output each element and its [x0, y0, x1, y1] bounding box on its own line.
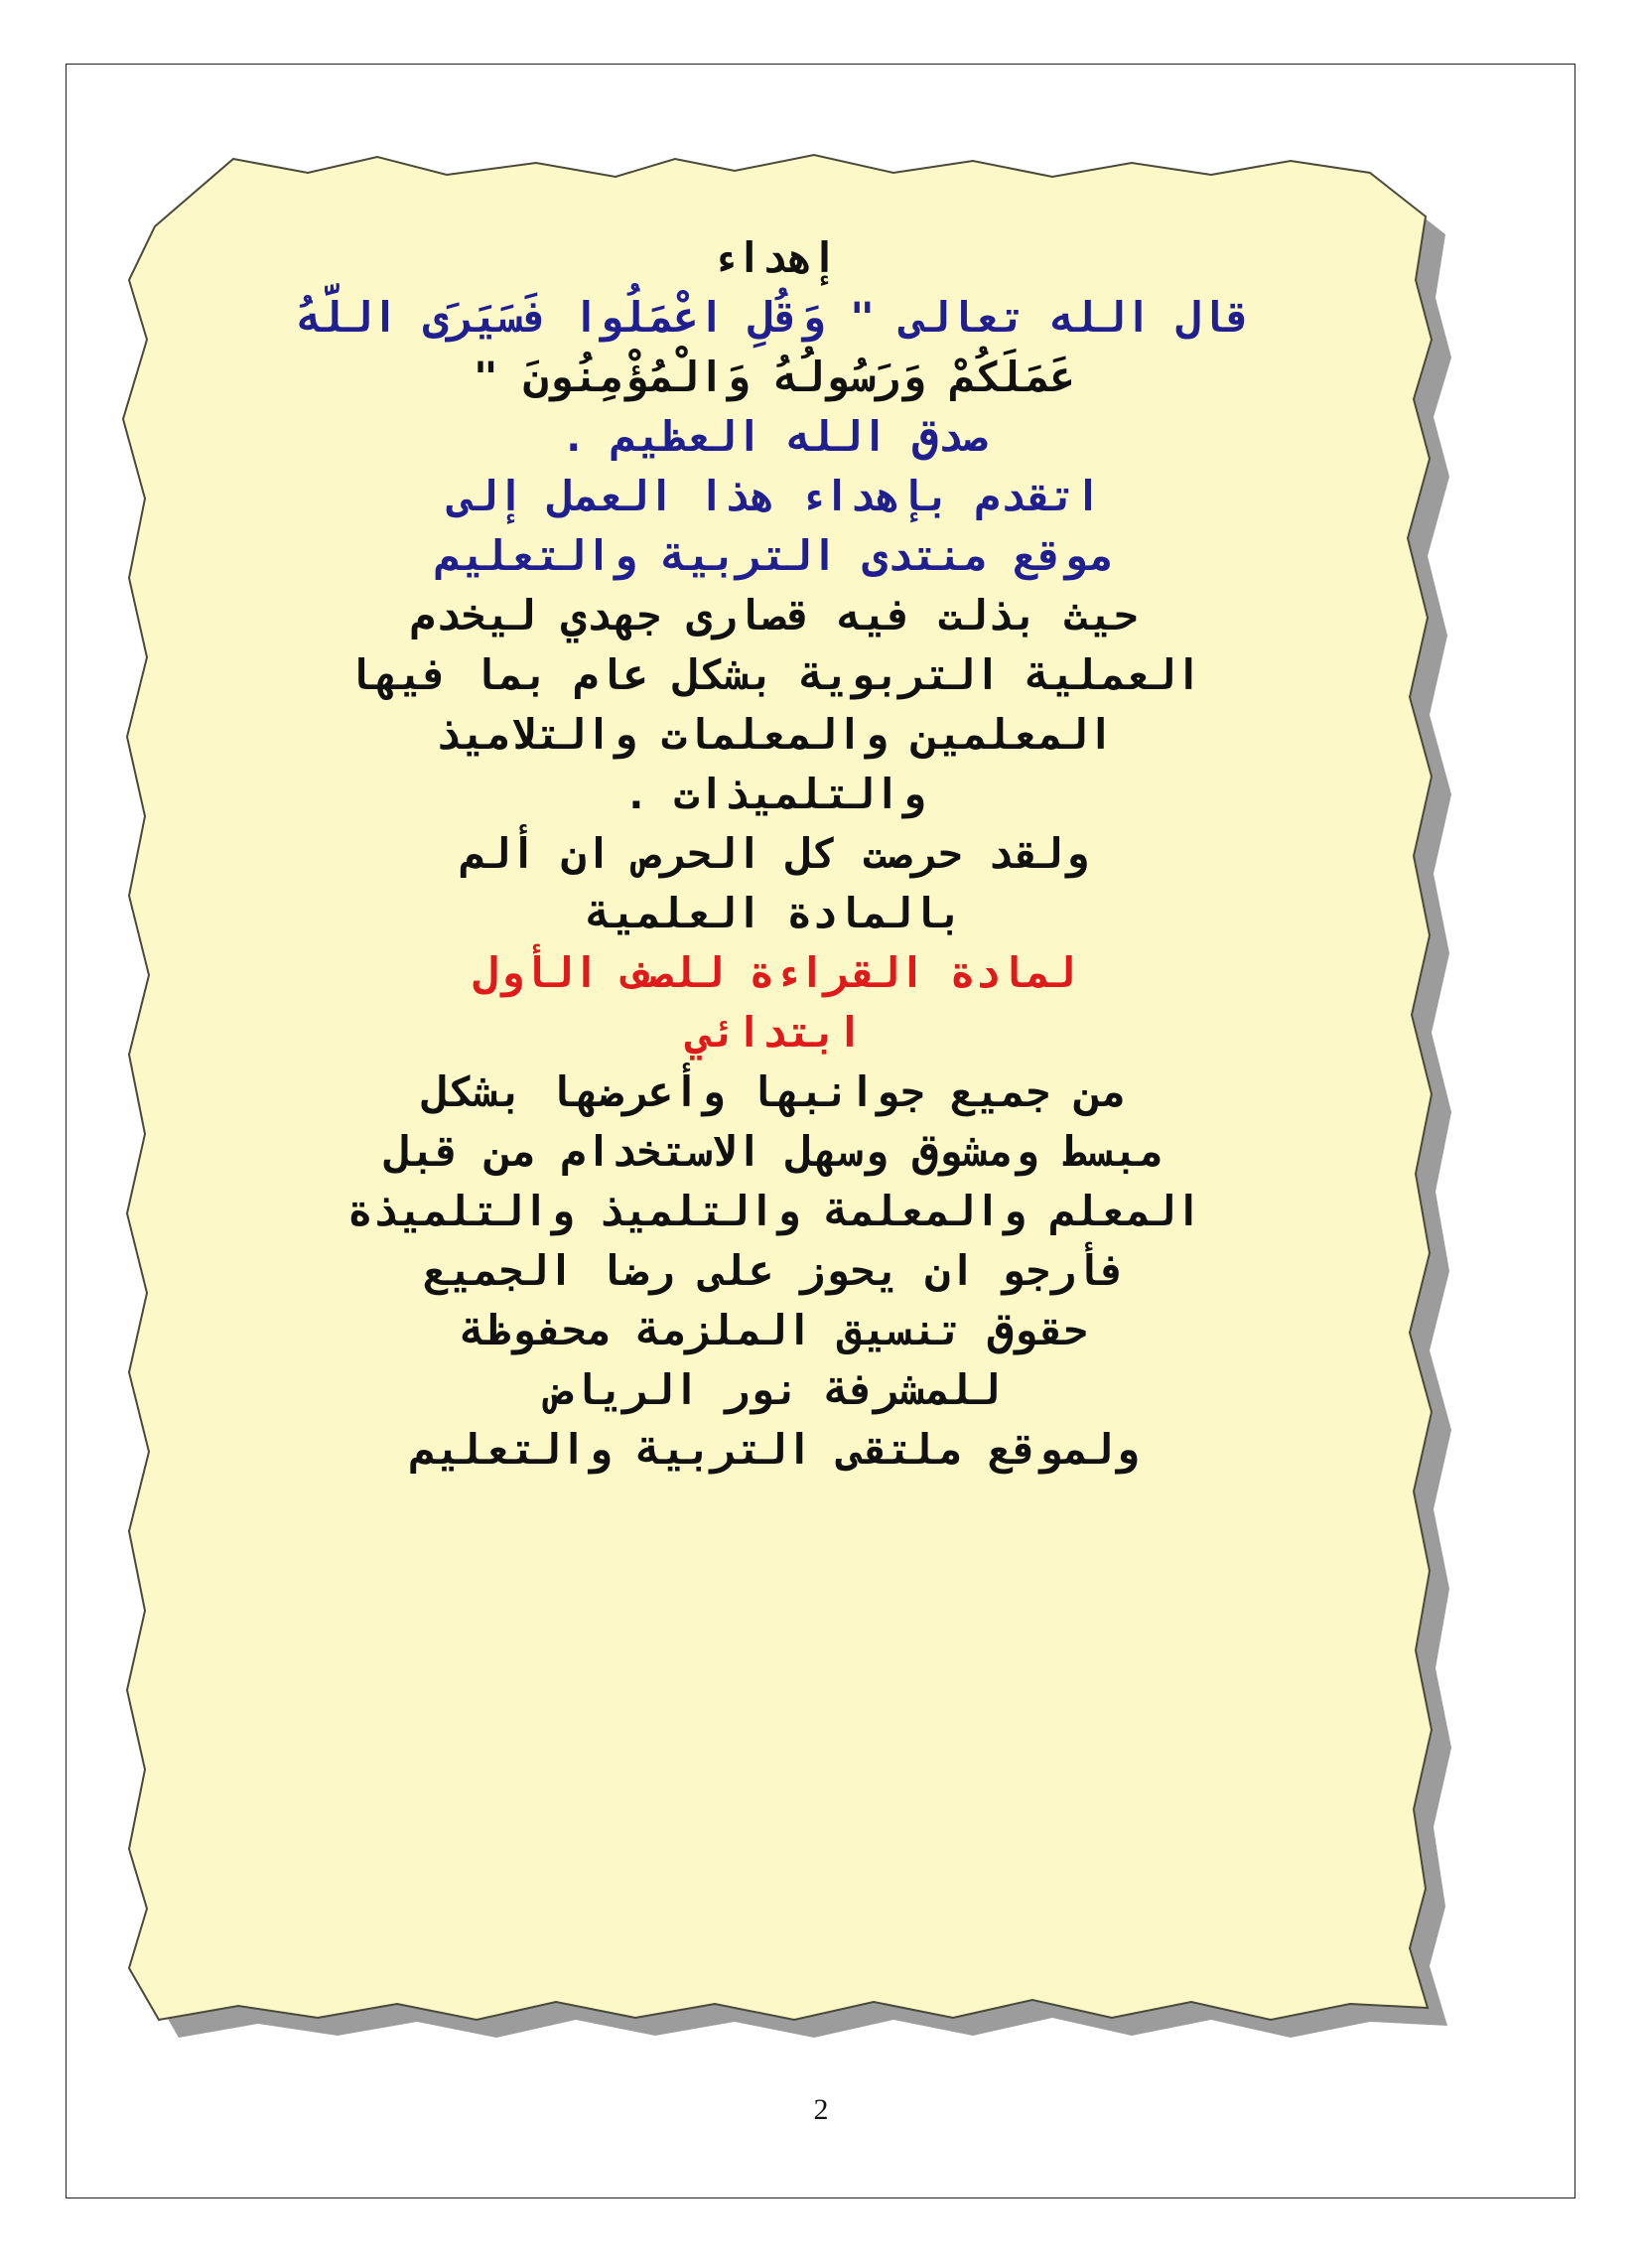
quran-verse-line-2: عَمَلَكُمْ وَرَسُولُهُ وَالْمُؤْمِنُونَ "	[473, 353, 1076, 401]
body-line-9: المعلم والمعلمة والتلميذ والتلميذة	[347, 1187, 1201, 1235]
dedication-title: إهداء	[711, 233, 838, 282]
rights-line-1: حقوق تنسيق الملزمة محفوظة	[460, 1306, 1089, 1354]
body-line-5: ولقد حرصت كل الحرص ان ألم	[460, 829, 1089, 878]
page-number: 2	[813, 2093, 829, 2126]
dedication-text	[159, 228, 1390, 1480]
dedicate-line-1: اتقدم بإهداء هذا العمل إلى	[448, 472, 1101, 520]
subject-line-2: ابتدائي	[686, 1008, 863, 1057]
dedicate-line-2: موقع منتدى التربية والتعليم	[435, 531, 1114, 580]
body-line-3: المعلمين والمعلمات والتلاميذ	[435, 710, 1114, 759]
body-line-8: مبسط ومشوق وسهل الاستخدام من قبل	[385, 1127, 1163, 1176]
body-line-1: حيث بذلت فيه قصارى جهدي ليخدم	[410, 591, 1139, 639]
body-line-6: بالمادة العلمية	[586, 889, 963, 937]
body-line-7: من جميع جوانبها وأعرضها بشكل	[422, 1067, 1126, 1116]
rights-line-3: ولموقع ملتقى التربية والتعليم	[410, 1425, 1139, 1474]
rights-line-2: للمشرفة نور الرياض	[548, 1365, 1001, 1414]
body-line-2: العملية التربوية بشكل عام بما فيها	[347, 650, 1201, 699]
body-line-10: فأرجو ان يحوز على رضا الجميع	[422, 1246, 1126, 1295]
quran-verse-line-1: قال الله تعالى " وَقُلِ اعْمَلُوا فَسَيَرَى اللَّهُ	[297, 293, 1252, 342]
sadaqa-line: صدق الله العظيم .	[561, 412, 988, 461]
body-line-4: والتلميذات .	[623, 770, 925, 818]
subject-line-1: لمادة القراءة للصف الأول	[473, 948, 1076, 997]
